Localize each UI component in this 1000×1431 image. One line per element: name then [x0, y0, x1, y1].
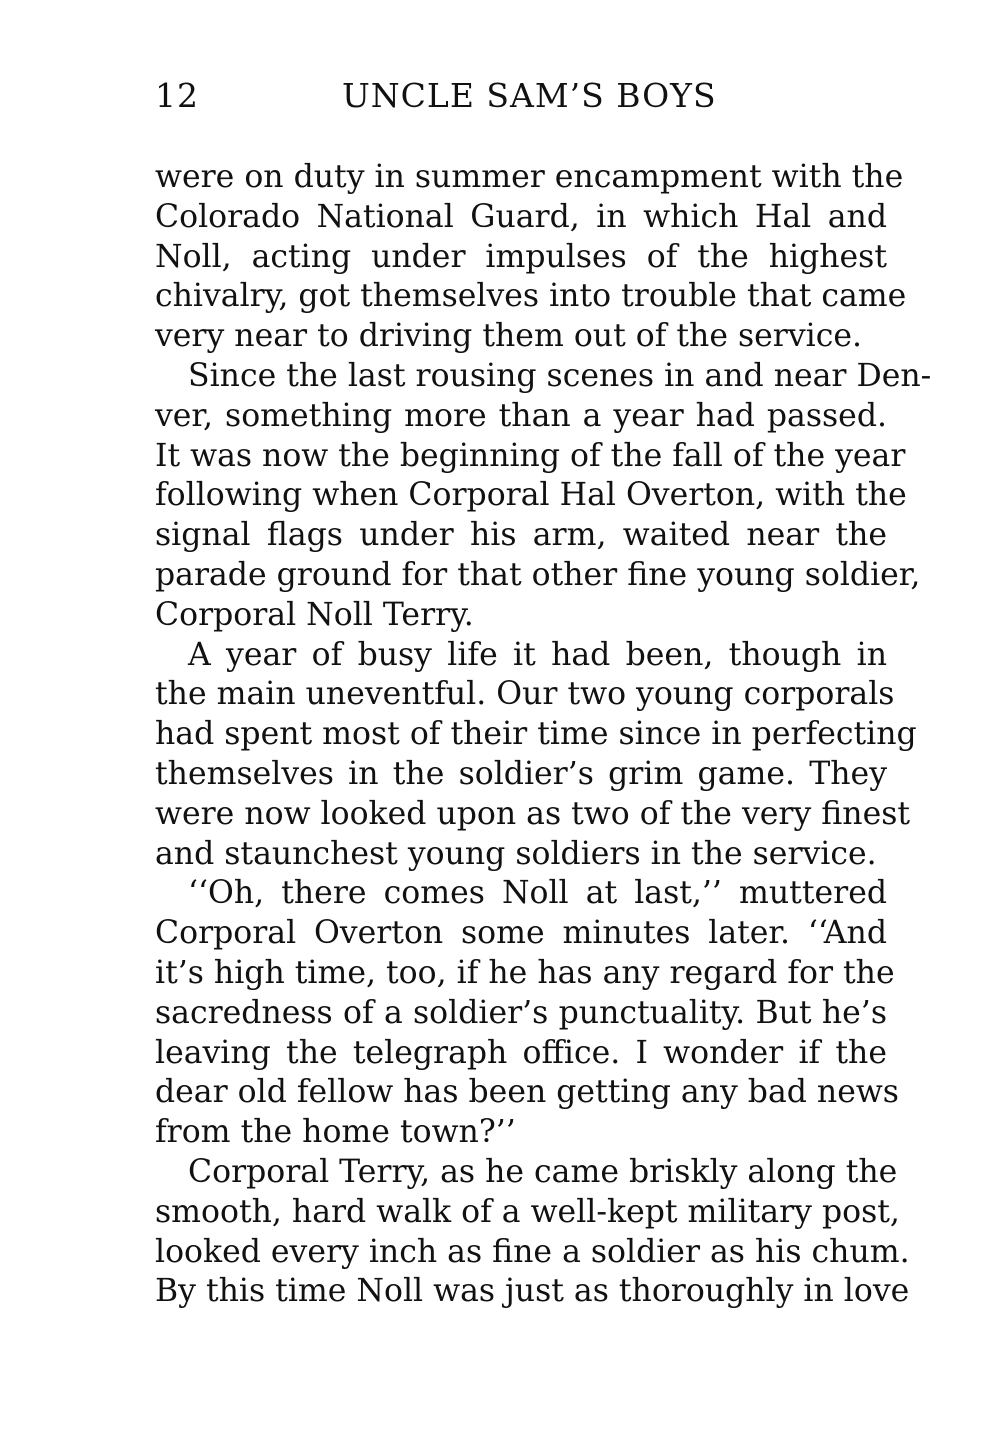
text-line: from the home town?’’	[155, 1114, 516, 1151]
text-line: very near to driving them out of the service.	[155, 318, 863, 355]
text-line: Noll, acting under impulses of the highest	[155, 238, 887, 275]
text-line: ‘‘Oh, there comes Noll at last,’’ muttered	[188, 875, 887, 912]
text-line: By this time Noll was just as thoroughly in love	[155, 1273, 910, 1310]
text-line: were now looked upon as two of the very finest	[155, 795, 911, 832]
text-line: themselves in the soldier’s grim game. They	[155, 755, 887, 792]
text-line: chivalry, got themselves into trouble that came	[155, 278, 907, 315]
page-number: 12	[155, 76, 199, 115]
text-line: following when Corporal Hal Overton, with the	[155, 477, 907, 514]
text-line: dear old fellow has been getting any bad news	[155, 1074, 899, 1111]
text-line: looked every inch as fine a soldier as his chum.	[155, 1233, 910, 1270]
book-title: UNCLE SAM’S BOYS	[342, 76, 717, 115]
text-line: had spent most of their time since in perfecting	[155, 716, 917, 753]
text-line: it’s high time, too, if he has any regard for the	[155, 954, 895, 991]
text-line: Corporal Terry, as he came briskly along the	[188, 1153, 898, 1190]
text-line: parade ground for that other fine young soldier,	[155, 556, 921, 593]
text-line: smooth, hard walk of a well-kept military post,	[155, 1193, 900, 1230]
text-line: signal flags under his arm, waited near the	[155, 517, 887, 554]
body-text	[155, 158, 932, 1312]
text-line: A year of busy life it had been, though in	[188, 636, 887, 673]
text-line: Corporal Overton some minutes later. ‘‘And	[155, 915, 887, 952]
text-line: It was now the beginning of the fall of the year	[155, 437, 906, 474]
text-line: the main uneventful. Our two young corporals	[155, 676, 895, 713]
text-line: leaving the telegraph office. I wonder if the	[155, 1034, 887, 1071]
text-line: were on duty in summer encampment with the	[155, 159, 904, 195]
text-line: and staunchest young soldiers in the service.	[155, 835, 877, 872]
running-head	[155, 74, 715, 118]
text-line: ver, something more than a year had passed.	[155, 397, 887, 434]
text-line: Corporal Noll Terry.	[155, 596, 474, 633]
text-line: Since the last rousing scenes in and near Den-	[188, 357, 932, 394]
text-line: Colorado National Guard, in which Hal and	[155, 198, 887, 235]
text-line: sacredness of a soldier’s punctuality. But he’s	[155, 994, 887, 1031]
